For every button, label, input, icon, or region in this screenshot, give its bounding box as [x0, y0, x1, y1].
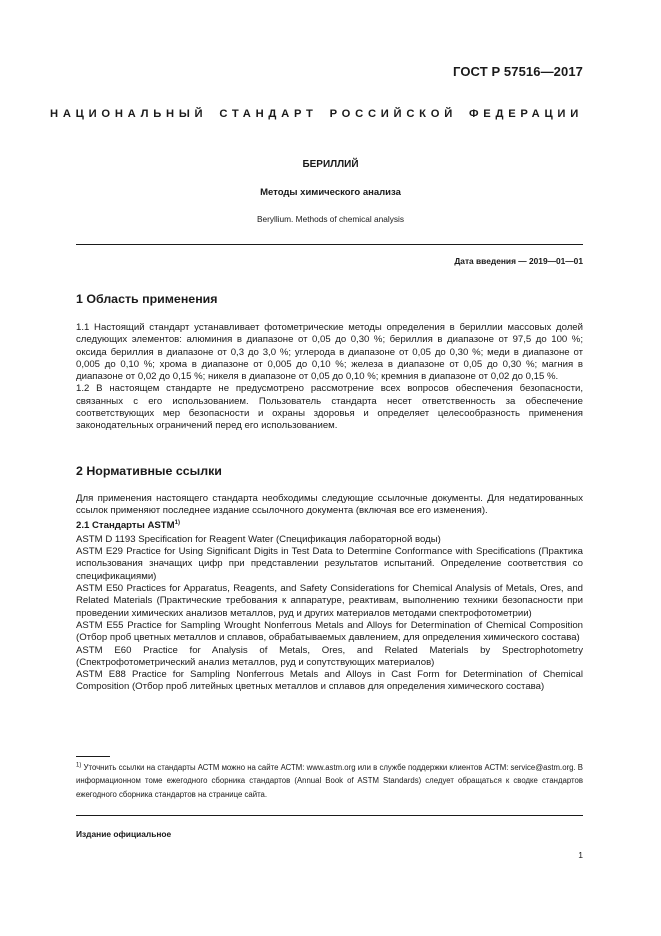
footnote	[76, 761, 583, 801]
document-title: БЕРИЛЛИЙ	[302, 159, 359, 170]
reference-item: ASTM E29 Practice for Using Significant Digits in Test Data to Determine Conformance with Specifications (Практика использования значащих цифр при представлении результатов испытаний. Определение соответствия со спецификациями)	[76, 546, 583, 582]
page-number: 1	[578, 850, 583, 860]
section-1-paragraph-2: 1.2 В настоящем стандарте не предусмотрено рассмотрение всех вопросов обеспечения безопасности, связанных с его использованием. Пользователь стандарта несет ответственность за обеспечение соответствующих мер безопасности и охраны здоровья и определяет целесообразность применения законодательных ограничений перед его использованием.	[76, 383, 583, 432]
footer-divider	[76, 815, 583, 816]
section-1-paragraph-1: 1.1 Настоящий стандарт устанавливает фотометрические методы определения в бериллии массовых долей следующих элементов: алюминия в диапазоне от 0,05 до 0,30 %; бериллия в диапазоне от 97,5 до 100 %; оксида бериллия в диапазоне от 0,3 до 3,0 %; углерода в диапазоне от 0,05 до 0,30 %; меди в диапазоне от 0,005 до 0,10 %; хрома в диапазоне от 0,005 до 0,10 %; железа в диапазоне от 0,05 до 0,30 %; магния в диапазоне от 0,02 до 0,15 %; никеля в диапазоне от 0,05 до 0,10 %; кремния в диапазоне от 0,02 до 0,15 %.	[76, 322, 583, 383]
document-subtitle: Методы химического анализа	[260, 187, 401, 198]
subsection-2-1-label: 2.1 Стандарты ASTM	[76, 519, 175, 531]
reference-item: ASTM E55 Practice for Sampling Wrought Nonferrous Metals and Alloys for Determination of Chemical Composition (Отбор проб цветных металлов и сплавов, обрабатываемых давлением, для определения химического состава)	[76, 619, 583, 644]
header-divider	[76, 244, 583, 245]
subsection-2-1-heading	[76, 520, 583, 532]
footnote-ref-marker: 1)	[174, 519, 180, 526]
footnote-marker: 1)	[76, 762, 82, 769]
section-1-body	[76, 322, 583, 433]
reference-item: ASTM E88 Practice for Sampling Nonferrous Metals and Alloys in Cast Form for Determination of Chemical Composition (Отбор проб литейных цветных металлов и сплавов для определения химического состава)	[76, 669, 583, 693]
edition-label: Издание официальное	[76, 829, 172, 839]
section-2-intro: Для применения настоящего стандарта необходимы следующие ссылочные документы. Для недатированных ссылок применяют последнее издание ссылочного документа (включая все его изменения).	[76, 493, 583, 517]
footnote-divider	[76, 756, 110, 757]
document-title-english: Beryllium. Methods of chemical analysis	[256, 214, 405, 224]
national-standard-banner: НАЦИОНАЛЬНЫЙ СТАНДАРТ РОССИЙСКОЙ ФЕДЕРАЦИИ	[50, 108, 583, 120]
reference-item: ASTM D 1193 Specification for Reagent Water (Спецификация лабораторной воды)	[76, 533, 441, 545]
section-2-heading: 2 Нормативные ссылки	[76, 464, 222, 478]
reference-item: ASTM E50 Practices for Apparatus, Reagents, and Safety Considerations for Chemical Analysis of Metals, Ores, and Related Materials (Практические требования к аппаратуре, реактивам, выполнению техники безопасности при проведении химических анализов металлов, руд и других материалов методами спектрофотометрии)	[76, 583, 583, 619]
gost-number: ГОСТ Р 57516—2017	[453, 64, 583, 79]
reference-item: ASTM E60 Practice for Analysis of Metals, Ores, and Related Materials by Spectrophotometry (Спектрофотометрический анализ металлов, руд и сопутствующих материалов)	[76, 644, 583, 668]
introduction-date: Дата введения — 2019—01—01	[454, 256, 583, 266]
footnote-text: Уточнить ссылки на стандарты АСТМ можно на сайте АСТМ: www.astm.org или в службе поддержки клиентов АСТМ: service@astm.org. В информационном томе ежегодного сборника стандартов (Annual Book of ASTM Standards) следует обращаться к сводке стандартов ежегодного сборника стандартов на странице сайта.	[76, 763, 584, 799]
section-2-body	[76, 493, 583, 694]
section-1-heading: 1 Область применения	[76, 292, 218, 306]
